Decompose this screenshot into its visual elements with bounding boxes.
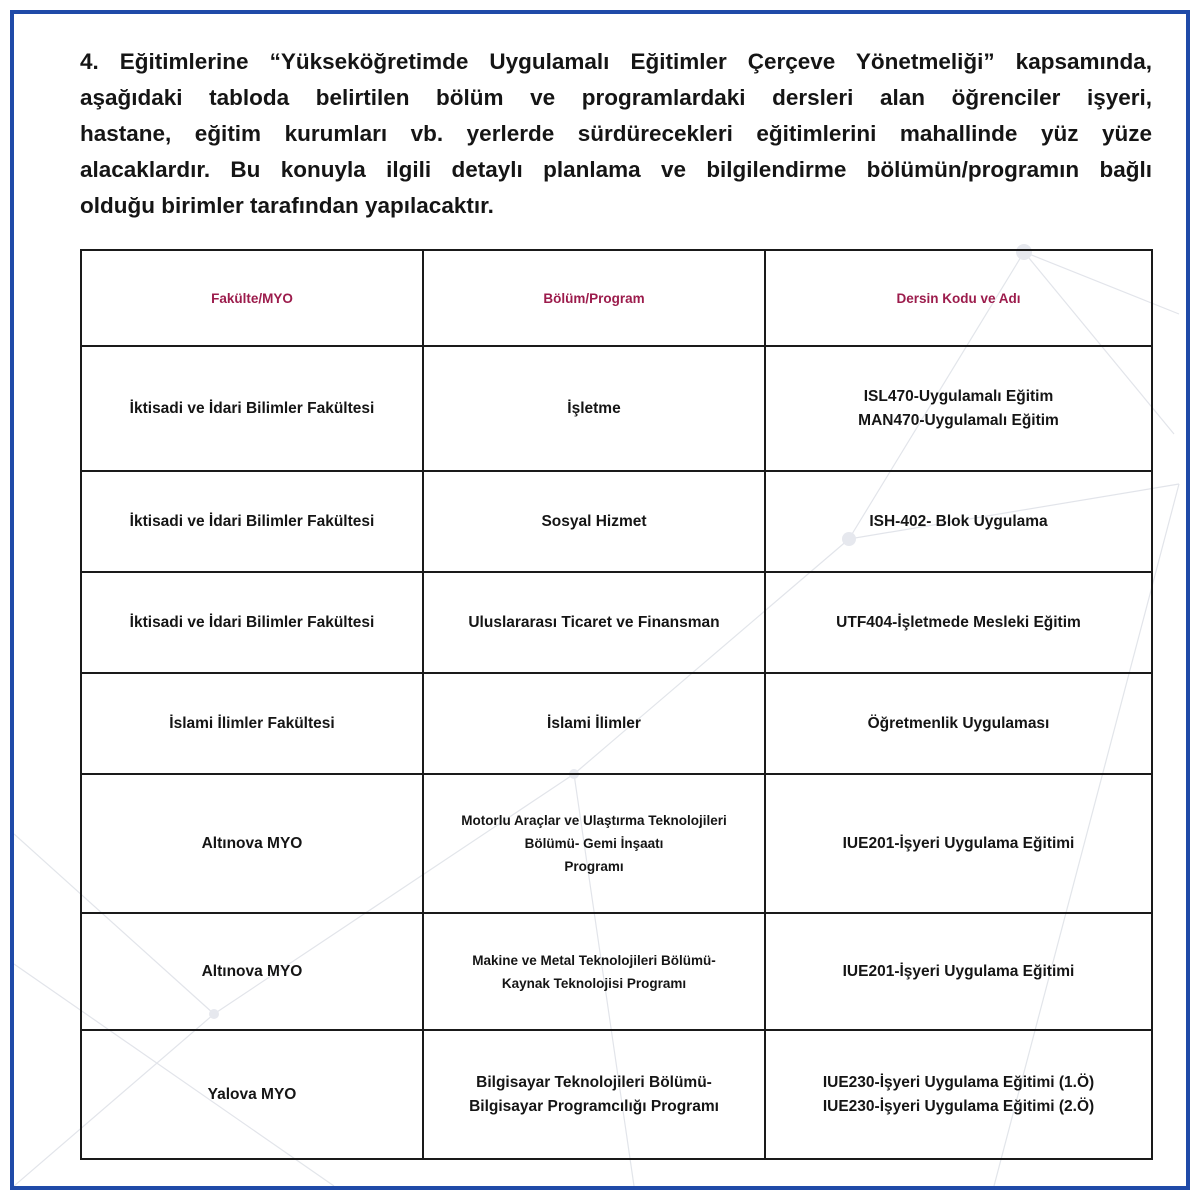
course-line: IUE201-İşyeri Uygulama Eğitimi [842,962,1075,980]
intro-line: 4. Eğitimlerine “Yükseköğretimde Uygulamalı Eğitimler Çerçeve Yönetmeliği” kapsamında, [80,49,1152,74]
intro-line: hastane, eğitim kurumları vb. yerlerde sürdürecekleri eğitimlerini mahallinde yüz yüze [80,121,1152,146]
program-cell [423,1030,765,1159]
intro-line: alacaklardır. Bu konuyla ilgili detaylı planlama ve bilgilendirme bölümün/programın bağlı [80,157,1152,182]
course-line: IUE230-İşyeri Uygulama Eğitimi (1.Ö) [822,1073,1095,1091]
course-cell [765,572,1152,673]
course-cell [765,346,1152,471]
program-cell [423,913,765,1030]
faculty-cell: İslami İlimler Fakültesi [81,673,423,774]
faculty-cell: Yalova MYO [81,1030,423,1159]
page-frame [10,10,1190,1190]
faculty-cell: Altınova MYO [81,913,423,1030]
program-cell [423,471,765,572]
program-line: Makine ve Metal Teknolojileri Bölümü- [472,952,716,968]
program-line: Bölümü- Gemi İnşaatı [524,836,664,851]
program-cell [423,673,765,774]
intro-line: aşağıdaki tabloda belirtilen bölüm ve programlardaki dersleri alan öğrenciler işyeri, [80,85,1152,110]
course-line: ISL470-Uygulamalı Eğitim [863,387,1054,405]
table-row [81,1030,1152,1159]
program-line: Sosyal Hizmet [541,512,647,530]
intro-line: olduğu birimler tarafından yapılacaktır. [80,193,494,218]
program-cell [423,346,765,471]
course-line: Öğretmenlik Uygulaması [867,714,1050,732]
faculty-cell: İktisadi ve İdari Bilimler Fakültesi [81,471,423,572]
table-row [81,673,1152,774]
course-line: MAN470-Uygulamalı Eğitim [858,411,1059,429]
course-line: IUE201-İşyeri Uygulama Eğitimi [842,834,1075,852]
program-line: İslami İlimler [547,714,641,732]
table-header-row [81,250,1152,346]
program-cell [423,774,765,913]
course-cell [765,673,1152,774]
course-line: UTF404-İşletmede Mesleki Eğitim [836,613,1081,631]
program-line: Bilgisayar Programcılığı Programı [469,1097,719,1115]
program-line: Programı [564,859,624,874]
faculty-cell: İktisadi ve İdari Bilimler Fakültesi [81,346,423,471]
table-row [81,572,1152,673]
table-row [81,346,1152,471]
program-line: Motorlu Araçlar ve Ulaştırma Teknolojileri [461,813,727,828]
column-header-program: Bölüm/Program [423,250,765,346]
course-cell [765,774,1152,913]
course-cell [765,1030,1152,1159]
course-cell [765,471,1152,572]
faculty-cell: Altınova MYO [81,774,423,913]
program-line: İşletme [567,399,621,417]
faculty-cell: İktisadi ve İdari Bilimler Fakültesi [81,572,423,673]
table-row [81,774,1152,913]
course-cell [765,913,1152,1030]
course-line: IUE230-İşyeri Uygulama Eğitimi (2.Ö) [822,1097,1095,1115]
program-line: Kaynak Teknolojisi Programı [501,975,687,991]
intro-paragraph [80,44,1152,224]
table-row [81,913,1152,1030]
programs-table [80,249,1153,1160]
column-header-course: Dersin Kodu ve Adı [765,250,1152,346]
program-line: Bilgisayar Teknolojileri Bölümü- [476,1073,712,1091]
program-cell [423,572,765,673]
column-header-faculty: Fakülte/MYO [81,250,423,346]
course-line: ISH-402- Blok Uygulama [869,512,1048,530]
table-row [81,471,1152,572]
program-line: Uluslararası Ticaret ve Finansman [468,613,720,631]
